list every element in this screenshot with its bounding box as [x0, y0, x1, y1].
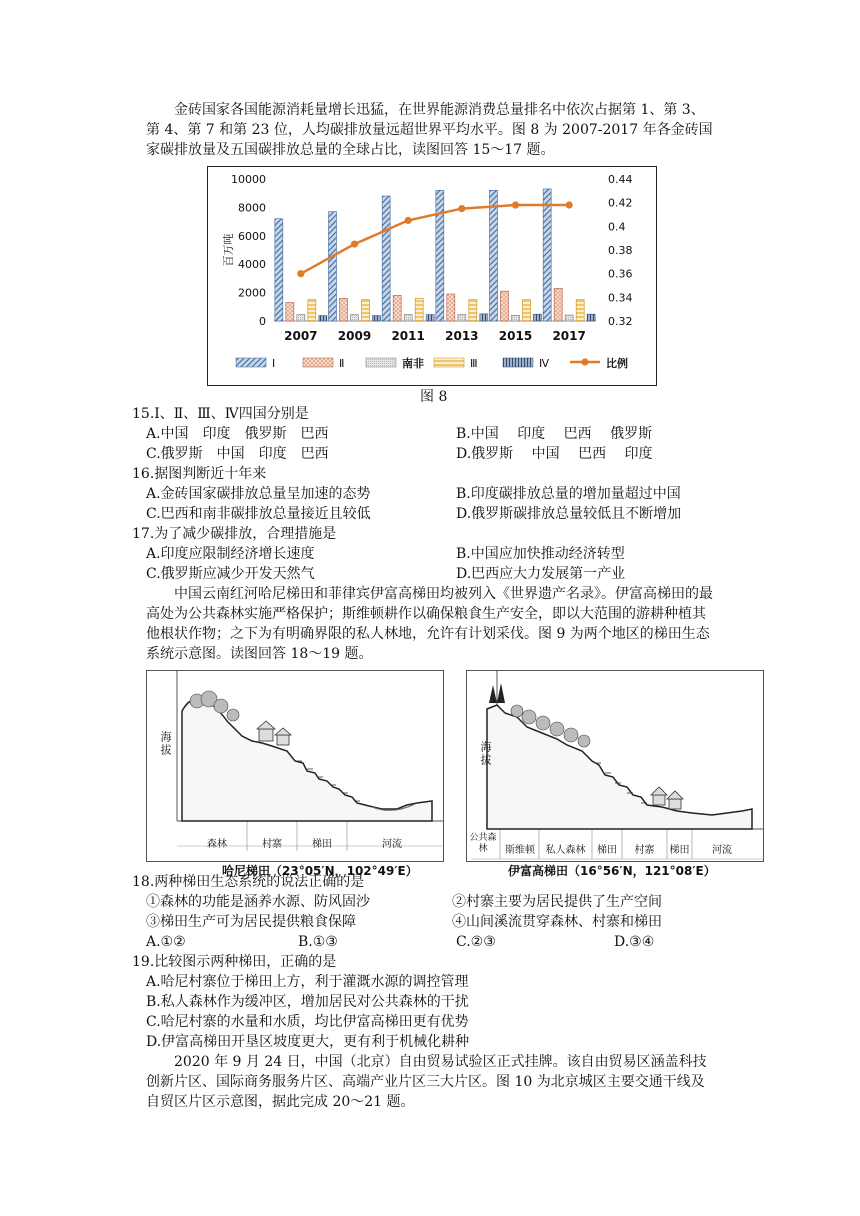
y2-tick-label: 0.38 — [608, 244, 633, 257]
ratio-point — [351, 240, 358, 247]
bar-3-2009 — [362, 300, 370, 321]
ifugao-zone-village: 村寨 — [634, 845, 655, 856]
ifugao-zone-river: 河流 — [712, 845, 732, 856]
bar-0-2013 — [436, 190, 444, 321]
x-tick-label: 2007 — [284, 329, 318, 343]
y2-tick-label: 0.32 — [608, 315, 633, 328]
bar-2-2011 — [404, 315, 412, 321]
bar-0-2011 — [382, 196, 390, 321]
hani-terrace-diagram — [146, 670, 444, 862]
q16-option-c[interactable]: C.巴西和南非碳排放总量接近且较低 — [146, 506, 371, 522]
bar-2-2007 — [297, 315, 305, 321]
bar-3-2011 — [415, 298, 423, 321]
q18-option-b[interactable]: B.①③ — [298, 934, 338, 950]
y2-tick-label: 0.4 — [608, 220, 626, 234]
bar-2-2017 — [565, 315, 573, 321]
hani-zone-forest: 森林 — [207, 839, 227, 850]
y2-tick-label: 0.44 — [608, 173, 633, 186]
figure-8-caption: 图 8 — [420, 389, 448, 405]
bar-1-2013 — [447, 294, 455, 321]
bar-4-2017 — [587, 314, 595, 321]
bar-3-2013 — [469, 300, 477, 321]
bar-2-2009 — [351, 315, 359, 321]
legend-label: Ⅲ — [470, 357, 478, 370]
legend-swatch-4 — [503, 358, 533, 367]
q18-statement-4: ④山间溪流贯穿森林、村寨和梯田 — [452, 914, 662, 930]
hani-elevation-label: 海拔 — [159, 731, 172, 757]
q18-option-a[interactable]: A.①② — [146, 934, 186, 950]
bar-1-2017 — [554, 288, 562, 321]
legend-swatch-0 — [236, 358, 266, 367]
y-tick-label: 6000 — [238, 229, 266, 243]
y-tick-label: 2000 — [238, 286, 266, 300]
hani-diagram-caption: 哈尼梯田（23°05′N，102°49′E） — [222, 864, 418, 878]
q15-option-a[interactable]: A.中国 印度 俄罗斯 巴西 — [146, 426, 329, 442]
legend-label: Ⅰ — [272, 357, 276, 370]
bar-3-2015 — [523, 300, 531, 321]
q19-option-b[interactable]: B.私人森林作为缓冲区，增加居民对公共森林的干扰 — [146, 994, 469, 1010]
hani-zone-village: 村寨 — [262, 839, 282, 850]
hani-zone-river: 河流 — [382, 839, 402, 850]
bar-4-2007 — [319, 316, 327, 321]
ratio-point — [458, 205, 465, 212]
q16-option-a[interactable]: A.金砖国家碳排放总量呈加速的态势 — [146, 486, 371, 502]
q17-option-b[interactable]: B.中国应加快推动经济转型 — [456, 546, 625, 562]
legend-swatch-2 — [366, 358, 396, 367]
bar-4-2013 — [480, 314, 488, 321]
intro-paragraph-3: 2020 年 9 月 24 日，中国（北京）自由贸易试验区正式挂牌。该自由贸易区涵盖科技创新片区、国际商务服务片区、高端产业片区三大片区。图 10 为北京城区主要交通干线及自贸区片区示意图，据此完成 20～21 题。 — [146, 1054, 707, 1110]
bar-0-2009 — [329, 212, 337, 321]
bar-4-2011 — [426, 315, 434, 321]
q19-option-d[interactable]: D.伊富高梯田开垦区坡度更大，更有利于机械化耕种 — [146, 1034, 470, 1050]
chart-figure-8 — [207, 166, 657, 386]
bar-1-2011 — [393, 295, 401, 321]
ifugao-zone-public-forest: 公共森林 — [469, 833, 497, 854]
q17-option-d[interactable]: D.巴西应大力发展第一产业 — [456, 566, 626, 582]
legend-label: 比例 — [606, 357, 628, 370]
legend-label: Ⅳ — [539, 357, 550, 370]
y-axis-label: 百万吨 — [222, 233, 235, 267]
ratio-point — [512, 201, 519, 208]
q18-statement-3: ③梯田生产可为居民提供粮食保障 — [146, 914, 356, 930]
bar-4-2009 — [373, 316, 381, 321]
legend-label: Ⅱ — [339, 357, 345, 370]
q16-option-b[interactable]: B.印度碳排放总量的增加量超过中国 — [456, 486, 681, 502]
q15-option-c[interactable]: C.俄罗斯 中国 印度 巴西 — [146, 446, 329, 462]
x-tick-label: 2015 — [498, 329, 533, 343]
x-tick-label: 2013 — [445, 329, 479, 343]
ifugao-terrace-illustration — [467, 671, 763, 861]
y2-tick-label: 0.42 — [608, 196, 633, 210]
intro-paragraph-2: 中国云南红河哈尼梯田和菲律宾伊富高梯田均被列入《世界遗产名录》。伊富高梯田的最高处为公共森林实施严格保护；斯维顿耕作以确保粮食生产安全，即以大范围的游耕种植其他根状作物；之下为有明确界限的私人林地，允许有计划采伐。图 9 为两个地区的梯田生态系统示意图。读图回答 18～19 题。 — [146, 586, 713, 662]
q18-stem: 18.两种梯田生态系统的说法正确的是 — [132, 874, 365, 890]
bar-0-2007 — [275, 219, 283, 321]
ratio-point — [405, 217, 412, 224]
bar-3-2017 — [576, 300, 584, 321]
ratio-point — [297, 270, 304, 277]
q16-stem: 16.据图判断近十年来 — [132, 466, 267, 482]
bar-0-2017 — [543, 189, 551, 321]
ifugao-elevation-label: 海拔 — [479, 741, 492, 767]
ratio-point — [566, 201, 573, 208]
legend-ratio-point — [581, 358, 588, 365]
q17-option-a[interactable]: A.印度应限制经济增长速度 — [146, 546, 315, 562]
x-tick-label: 2009 — [337, 329, 372, 343]
q19-stem: 19.比较图示两种梯田，正确的是 — [132, 954, 337, 970]
q18-statement-2: ②村寨主要为居民提供了生产空间 — [452, 894, 662, 910]
bar-1-2015 — [501, 291, 509, 321]
y-tick-label: 0 — [259, 315, 266, 328]
q18-option-c[interactable]: C.②③ — [456, 934, 496, 950]
x-tick-label: 2011 — [391, 329, 425, 343]
q18-statement-1: ①森林的功能是涵养水源、防风固沙 — [146, 894, 370, 910]
bar-2-2013 — [458, 315, 466, 321]
bar-3-2007 — [308, 300, 316, 321]
bar-4-2015 — [534, 314, 542, 321]
q16-option-d[interactable]: D.俄罗斯碳排放总量较低且不断增加 — [456, 506, 682, 522]
q15-option-b[interactable]: B.中国 印度 巴西 俄罗斯 — [456, 426, 653, 442]
legend-label: 南非 — [402, 357, 424, 370]
hani-terrace-illustration — [147, 671, 443, 861]
y-tick-label: 10000 — [231, 173, 266, 186]
ifugao-zone-private-forest: 私人森林 — [545, 845, 586, 856]
intro-paragraph-1: 金砖国家各国能源消耗量增长迅猛，在世界能源消费总量排名中依次占据第 1、第 3、第 4、第 7 和第 23 位，人均碳排放量远超世界平均水平。图 8 为 2007-2017 年各金砖国家碳排放量及五国碳排放总量的全球占比，读图回答 15～17 题。 — [146, 102, 713, 158]
y2-tick-label: 0.36 — [608, 267, 633, 281]
bar-2-2015 — [512, 315, 520, 321]
q19-option-a[interactable]: A.哈尼村寨位于梯田上方，利于灌溉水源的调控管理 — [146, 974, 469, 990]
ifugao-zone-terrace-2: 梯田 — [669, 845, 690, 856]
bar-1-2009 — [340, 298, 348, 321]
bar-1-2007 — [286, 303, 294, 321]
legend-swatch-3 — [434, 358, 464, 367]
ifugao-terrace-diagram — [466, 670, 764, 862]
hani-zone-terrace: 梯田 — [312, 839, 332, 850]
y2-tick-label: 0.34 — [608, 291, 633, 305]
legend-swatch-1 — [303, 358, 333, 367]
y-tick-label: 8000 — [238, 201, 266, 215]
bar-line-chart — [208, 167, 656, 385]
ifugao-diagram-caption: 伊富高梯田（16°56′N，121°08′E） — [508, 864, 716, 878]
q15-stem: 15.Ⅰ、Ⅱ、Ⅲ、Ⅳ四国分别是 — [132, 406, 309, 422]
y-tick-label: 4000 — [238, 258, 266, 272]
bar-0-2015 — [490, 190, 498, 321]
q18-option-d[interactable]: D.③④ — [614, 934, 655, 950]
q15-option-d[interactable]: D.俄罗斯 中国 巴西 印度 — [456, 446, 653, 462]
ratio-line — [301, 205, 569, 274]
q17-stem: 17.为了减少碳排放，合理措施是 — [132, 526, 337, 542]
q17-option-c[interactable]: C.俄罗斯应减少开发天然气 — [146, 566, 315, 582]
x-tick-label: 2017 — [552, 329, 586, 343]
q19-option-c[interactable]: C.哈尼村寨的水量和水质，均比伊富高梯田更有优势 — [146, 1014, 469, 1030]
ifugao-zone-swidden: 斯维顿 — [505, 845, 535, 856]
ifugao-zone-terrace-1: 梯田 — [597, 845, 617, 856]
